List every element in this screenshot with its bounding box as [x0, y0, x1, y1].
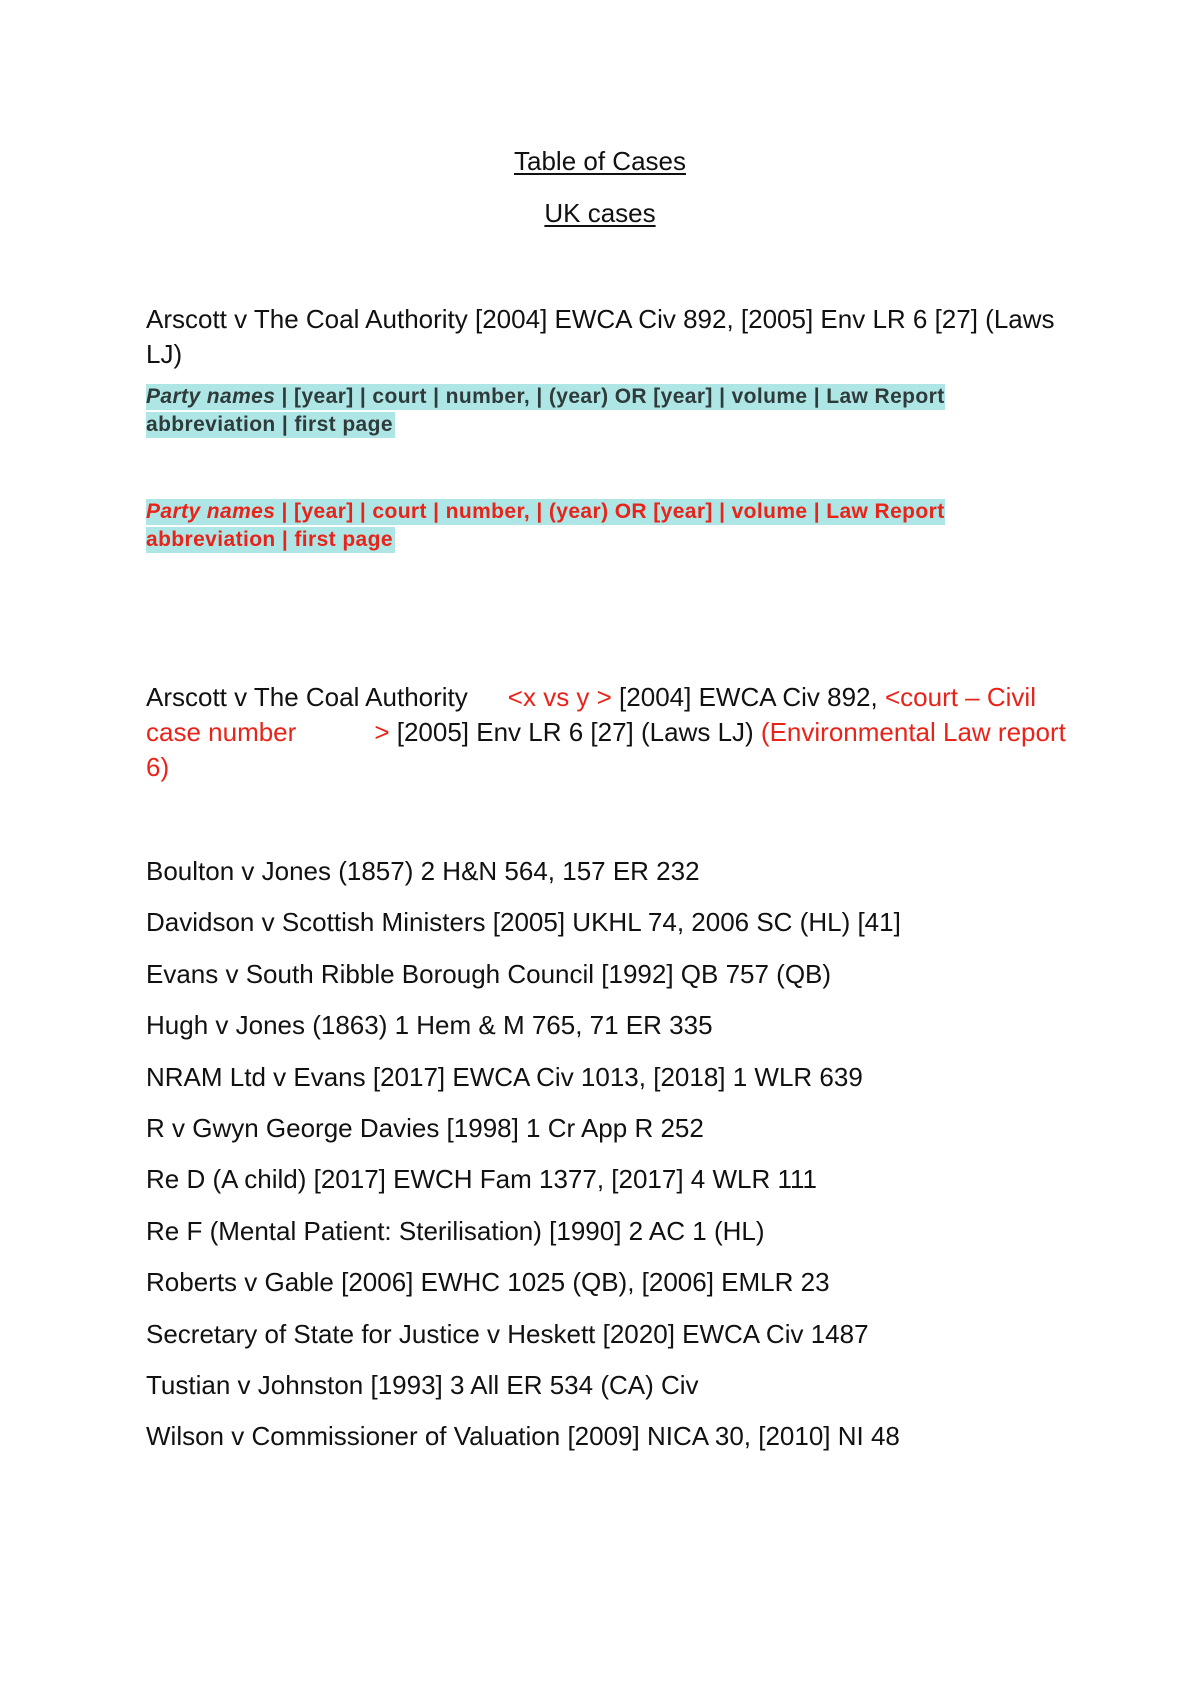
- guide-red-rest: | [year] | court | number, | (year) OR [year] | volume | Law Report abbreviation | first page: [146, 500, 945, 551]
- guide-rest: | [year] | court | number, | (year) OR [year] | volume | Law Report abbreviation | first page: [146, 385, 945, 436]
- case-item: Roberts v Gable [2006] EWHC 1025 (QB), [2006] EMLR 23: [146, 1267, 830, 1298]
- page-subtitle: UK cases: [544, 198, 656, 228]
- case-item: Evans v South Ribble Borough Council [1992] QB 757 (QB): [146, 958, 832, 989]
- anno-note-close: >: [374, 717, 390, 747]
- page-title: Table of Cases: [514, 146, 686, 176]
- annotated-citation: [146, 680, 1076, 785]
- anno-neutral-citation: [2004] EWCA Civ 892,: [611, 682, 885, 712]
- case-item: Wilson v Commissioner of Valuation [2009] NICA 30, [2010] NI 48: [146, 1421, 900, 1452]
- anno-party: Arscott v The Coal Authority: [146, 682, 468, 712]
- citation-guide-text: [146, 384, 945, 438]
- case-item: R v Gwyn George Davies [1998] 1 Cr App R 252: [146, 1112, 704, 1143]
- anno-note-report: (Environmental Law report 6): [146, 717, 1066, 782]
- case-item: Hugh v Jones (1863) 1 Hem & M 765, 71 ER 335: [146, 1010, 713, 1041]
- case-item: NRAM Ltd v Evans [2017] EWCA Civ 1013, [2018] 1 WLR 639: [146, 1061, 863, 1092]
- guide-red-party-names: Party names: [146, 500, 276, 523]
- case-item: Re D (A child) [2017] EWCH Fam 1377, [2017] 4 WLR 111: [146, 1164, 817, 1195]
- guide-party-names: Party names: [146, 385, 276, 408]
- anno-report-citation: [2005] Env LR 6 [27] (Laws LJ): [389, 717, 761, 747]
- case-item: Boulton v Jones (1857) 2 H&N 564, 157 ER 232: [146, 856, 700, 886]
- case-item: Secretary of State for Justice v Heskett [2020] EWCA Civ 1487: [146, 1318, 869, 1349]
- first-citation: Arscott v The Coal Authority [2004] EWCA Civ 892, [2005] Env LR 6 [27] (Laws LJ): [146, 304, 1055, 369]
- citation-guide-red: [146, 498, 976, 554]
- case-item: Davidson v Scottish Ministers [2005] UKHL 74, 2006 SC (HL) [41]: [146, 907, 901, 938]
- case-item: Re F (Mental Patient: Sterilisation) [1990] 2 AC 1 (HL): [146, 1215, 765, 1246]
- case-item: Tustian v Johnston [1993] 3 All ER 534 (CA) Civ: [146, 1369, 699, 1400]
- anno-note-parties: <x vs y >: [507, 682, 612, 712]
- citation-guide-red-text: [146, 499, 945, 553]
- case-list: [146, 854, 1076, 1471]
- citation-guide: [146, 383, 976, 439]
- anno-note-court: <court – Civil case number: [146, 682, 1036, 747]
